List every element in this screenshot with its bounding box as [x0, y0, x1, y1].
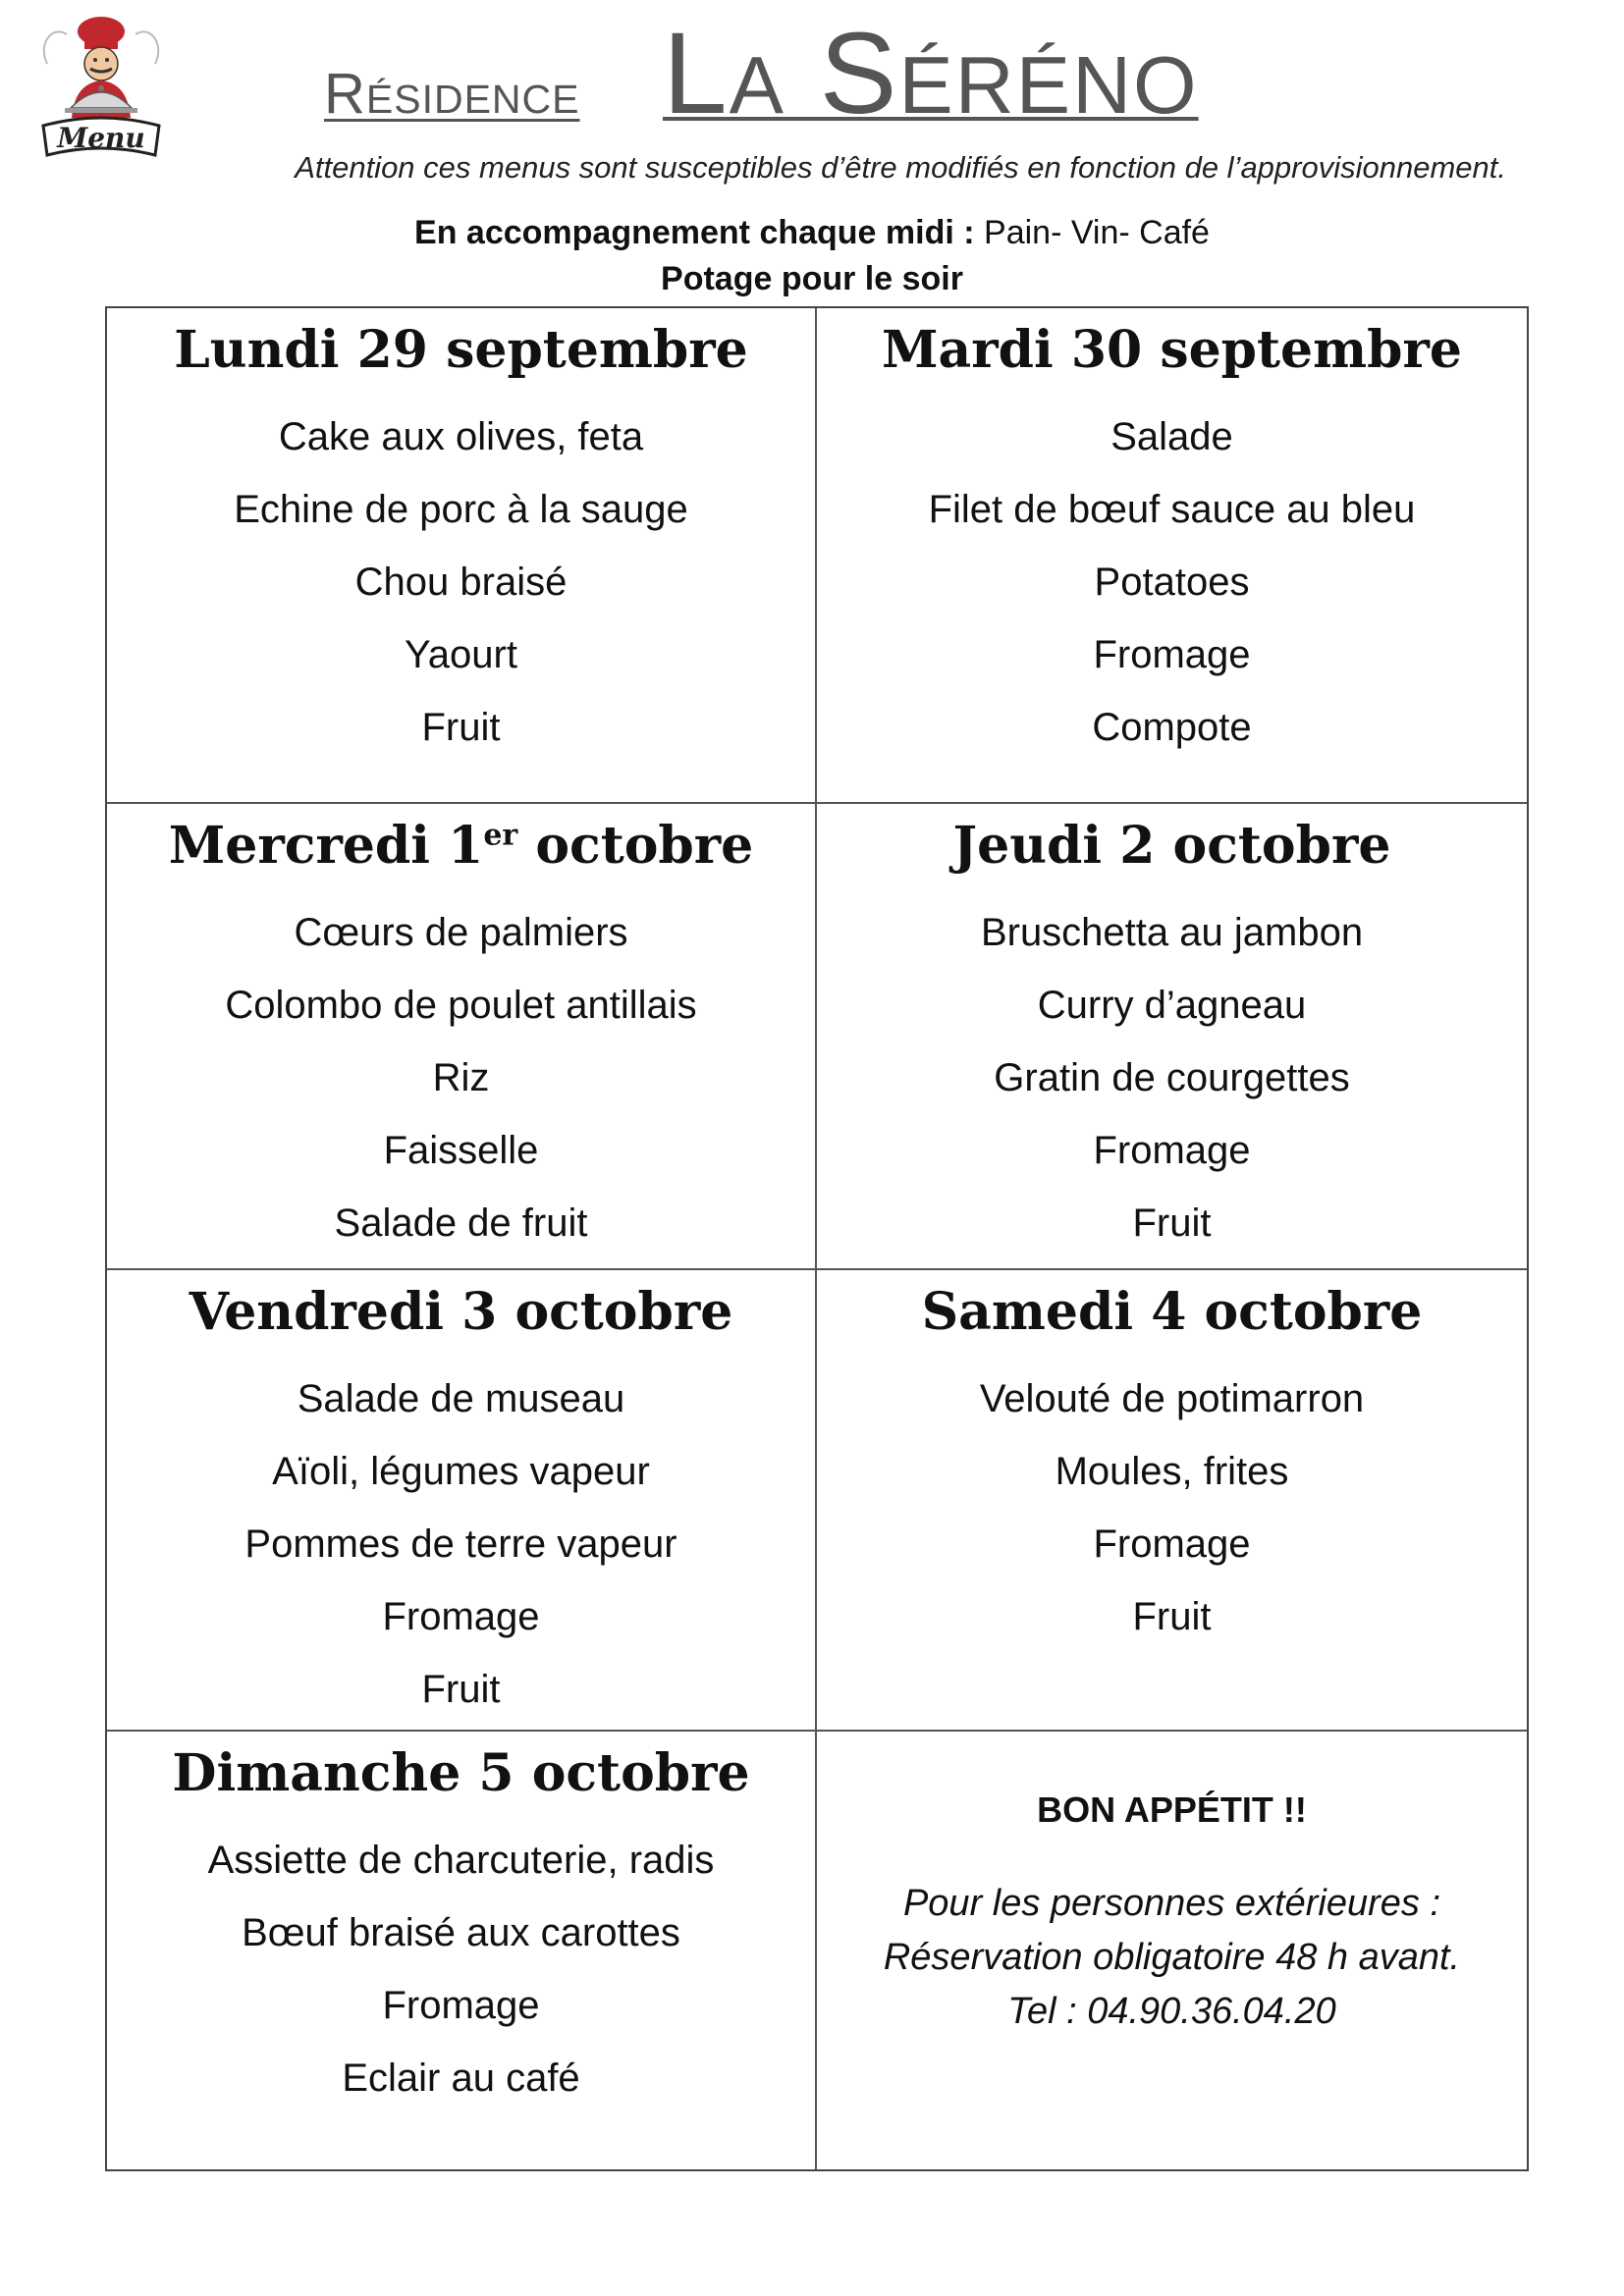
reservation-line: Réservation obligatoire 48 h avant. [883, 1937, 1461, 1978]
dish: Echine de porc à la sauge [234, 488, 688, 531]
dish: Chou braisé [354, 561, 568, 604]
menu-grid [105, 306, 1529, 2171]
accompaniment-label: En accompagnement chaque midi : [414, 214, 975, 251]
day-title [107, 810, 815, 882]
dish: Fromage [1093, 1522, 1251, 1566]
dish: Assiette de charcuterie, radis [207, 1839, 715, 1882]
day-cell-thursday [817, 804, 1527, 1270]
svg-text:Menu: Menu [57, 122, 145, 154]
dish: Fromage [382, 1984, 540, 2027]
dish: Fromage [1093, 633, 1251, 676]
dish: Moules, frites [1055, 1450, 1289, 1493]
day-title-post: octobre [517, 816, 754, 876]
day-title: Samedi 4 octobre [921, 1282, 1423, 1342]
day-title: Lundi 29 septembre [174, 320, 748, 380]
dish: Salade [1110, 415, 1233, 458]
title-name: La Séréno [662, 9, 1199, 138]
dish: Colombo de poulet antillais [225, 984, 697, 1027]
chef-logo [37, 10, 165, 167]
day-title: Jeudi 2 octobre [952, 816, 1391, 876]
dish: Curry d’agneau [1037, 984, 1307, 1027]
day-cell-tuesday [817, 308, 1527, 804]
dish: Salade de fruit [334, 1201, 588, 1245]
accompaniment-value: Pain- Vin- Café [974, 214, 1210, 251]
supply-notice: Attention ces menus sont susceptibles d’être modifiés en fonction de l’approvisionnement. [295, 150, 1506, 185]
dish-list [107, 400, 815, 764]
title-residence: Résidence [324, 62, 580, 126]
page-title [324, 9, 1199, 138]
day-title: Mardi 30 septembre [881, 320, 1463, 380]
dish: Fruit [1132, 1201, 1212, 1245]
info-cell [817, 1732, 1527, 2169]
day-title-sup: er [483, 818, 518, 853]
day-cell-saturday [817, 1270, 1527, 1732]
bon-appetit: BON APPÉTIT !! [1037, 1789, 1307, 1830]
dish: Potatoes [1094, 561, 1250, 604]
dish: Fruit [421, 706, 501, 749]
day-cell-sunday [107, 1732, 817, 2169]
dish: Fruit [1132, 1595, 1212, 1638]
external-guests-line: Pour les personnes extérieures : [902, 1883, 1441, 1924]
evening-soup: Potage pour le soir [661, 260, 963, 297]
chef-icon [37, 10, 165, 167]
dish: Yaourt [405, 633, 517, 676]
dish: Fromage [382, 1595, 540, 1638]
dish: Fruit [421, 1668, 501, 1711]
day-cell-monday [107, 308, 817, 804]
day-cell-friday [107, 1270, 817, 1732]
dish-list [817, 896, 1527, 1259]
dish-list [107, 896, 815, 1259]
dish: Velouté de potimarron [979, 1377, 1365, 1420]
dish: Riz [432, 1056, 490, 1099]
dish: Faisselle [383, 1129, 539, 1172]
dish-list [107, 1824, 815, 2114]
dish: Gratin de courgettes [994, 1056, 1350, 1099]
accompaniment-line [0, 214, 1624, 252]
dish: Fromage [1093, 1129, 1251, 1172]
dish-list [817, 400, 1527, 764]
phone-line: Tel : 04.90.36.04.20 [1007, 1991, 1336, 2032]
day-title-pre: Mercredi 1 [168, 816, 484, 876]
dish: Compote [1092, 706, 1252, 749]
dish: Cœurs de palmiers [294, 911, 628, 954]
dish: Filet de bœuf sauce au bleu [928, 488, 1416, 531]
dish-list [817, 1362, 1527, 1653]
day-title: Dimanche 5 octobre [172, 1743, 750, 1803]
dish: Bœuf braisé aux carottes [242, 1911, 680, 1954]
day-cell-wednesday [107, 804, 817, 1270]
dish-list [107, 1362, 815, 1726]
dish: Salade de museau [297, 1377, 625, 1420]
dish: Bruschetta au jambon [980, 911, 1364, 954]
dish: Eclair au café [342, 2056, 580, 2100]
dish: Pommes de terre vapeur [244, 1522, 677, 1566]
day-title: Vendredi 3 octobre [189, 1282, 733, 1342]
dish: Cake aux olives, feta [278, 415, 644, 458]
dish: Aïoli, légumes vapeur [272, 1450, 650, 1493]
